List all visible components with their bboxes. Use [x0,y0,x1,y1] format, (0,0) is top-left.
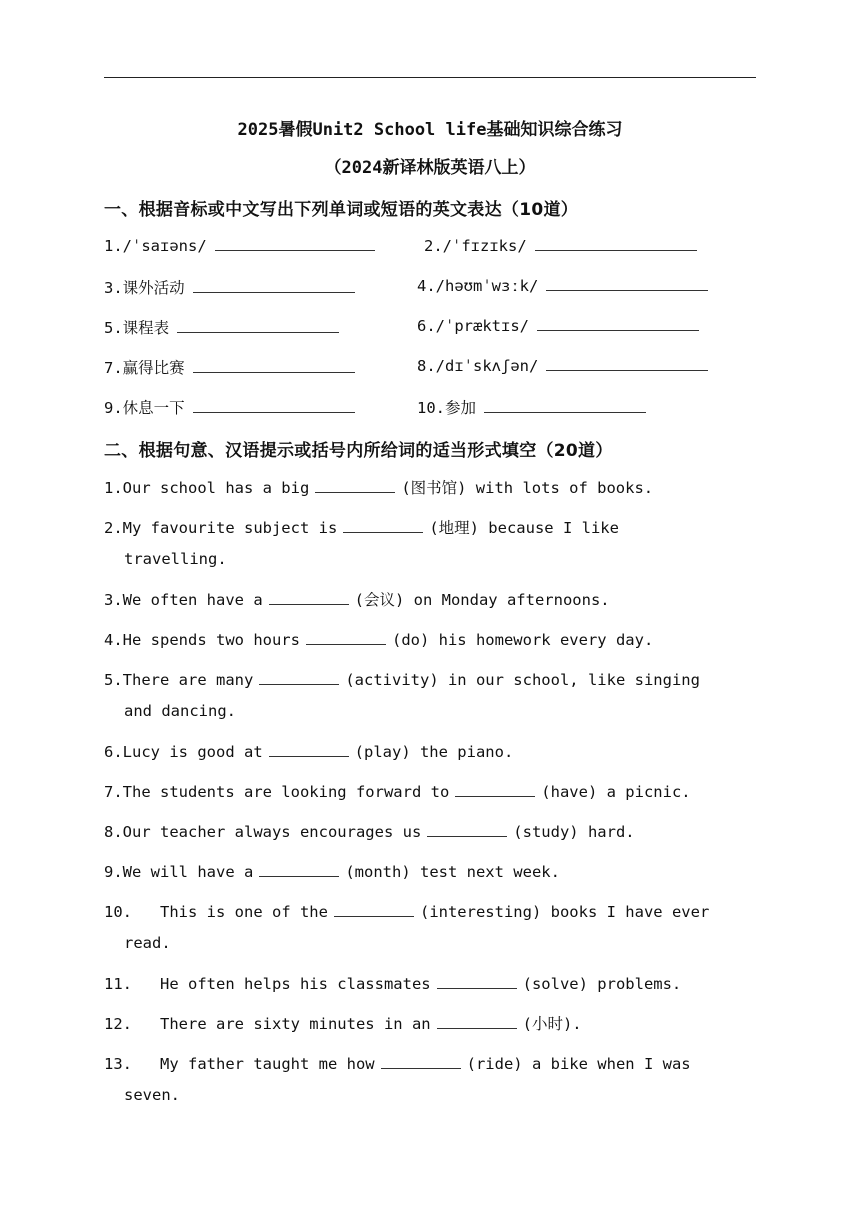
vocab-item: 2./ˈfɪzɪks/ [424,236,697,255]
answer-blank[interactable] [269,590,349,605]
header-rule [104,77,756,78]
vocab-item: 5.课程表 [104,316,339,338]
vocab-item: 6./ˈpræktɪs/ [417,316,699,335]
answer-blank[interactable] [334,902,414,917]
answer-blank[interactable] [437,974,517,989]
vocab-row [104,236,756,260]
answer-blank[interactable] [193,278,355,293]
vocab-item: 9.休息一下 [104,396,355,418]
answer-blank[interactable] [269,742,349,757]
answer-blank[interactable] [343,518,423,533]
answer-blank[interactable] [306,630,386,645]
vocab-item: 1./ˈsaɪəns/ [104,236,375,255]
answer-blank[interactable] [484,398,646,413]
question-item: 9.We will have a (month) test next week. [104,863,560,881]
answer-blank[interactable] [315,478,395,493]
question-item: 1.Our school has a big (图书馆) with lots of books. [104,479,654,497]
question-item: 13. My father taught me how (ride) a bike when I was seven. [104,1055,691,1104]
answer-blank[interactable] [259,670,339,685]
vocab-item: 8./dɪˈskʌʃən/ [417,356,708,375]
doc-subtitle: （2024新译林版英语八上） [324,158,536,178]
question-item: 10. This is one of the (interesting) books I have ever read. [104,903,710,952]
question-item: 2.My favourite subject is (地理) because I like travelling. [104,519,619,568]
question-item: 8.Our teacher always encourages us (study) hard. [104,823,635,841]
answer-blank[interactable] [437,1014,517,1029]
answer-blank[interactable] [537,316,699,331]
question-item: 5.There are many (activity) in our school, like singing and dancing. [104,671,700,720]
question-item: 7.The students are looking forward to (have) a picnic. [104,783,691,801]
answer-blank[interactable] [193,398,355,413]
answer-blank[interactable] [546,276,708,291]
answer-blank[interactable] [427,822,507,837]
question-item: 12. There are sixty minutes in an (小时). [104,1015,582,1033]
question-item: 3.We often have a (会议) on Monday afternoons. [104,591,610,609]
answer-blank[interactable] [455,782,535,797]
vocab-row [104,356,756,380]
vocab-item: 10.参加 [417,396,646,418]
answer-blank[interactable] [535,236,697,251]
answer-blank[interactable] [259,862,339,877]
vocab-row [104,316,756,340]
answer-blank[interactable] [177,318,339,333]
vocab-row [104,276,756,300]
vocab-item: 3.课外活动 [104,276,355,298]
answer-blank[interactable] [193,358,355,373]
section1-heading: 一、根据音标或中文写出下列单词或短语的英文表达（10道） [104,200,579,220]
vocab-item: 4./həʊmˈwɜːk/ [417,276,708,295]
vocab-item: 7.赢得比赛 [104,356,355,378]
answer-blank[interactable] [546,356,708,371]
section2-heading: 二、根据句意、汉语提示或括号内所给词的适当形式填空（20道） [104,441,613,461]
question-item: 6.Lucy is good at (play) the piano. [104,743,514,761]
question-item: 11. He often helps his classmates (solve) problems. [104,975,682,993]
doc-title: 2025暑假Unit2 School life基础知识综合练习 [237,120,623,140]
vocab-row [104,396,756,420]
question-item: 4.He spends two hours (do) his homework every day. [104,631,654,649]
answer-blank[interactable] [215,236,375,251]
answer-blank[interactable] [381,1054,461,1069]
